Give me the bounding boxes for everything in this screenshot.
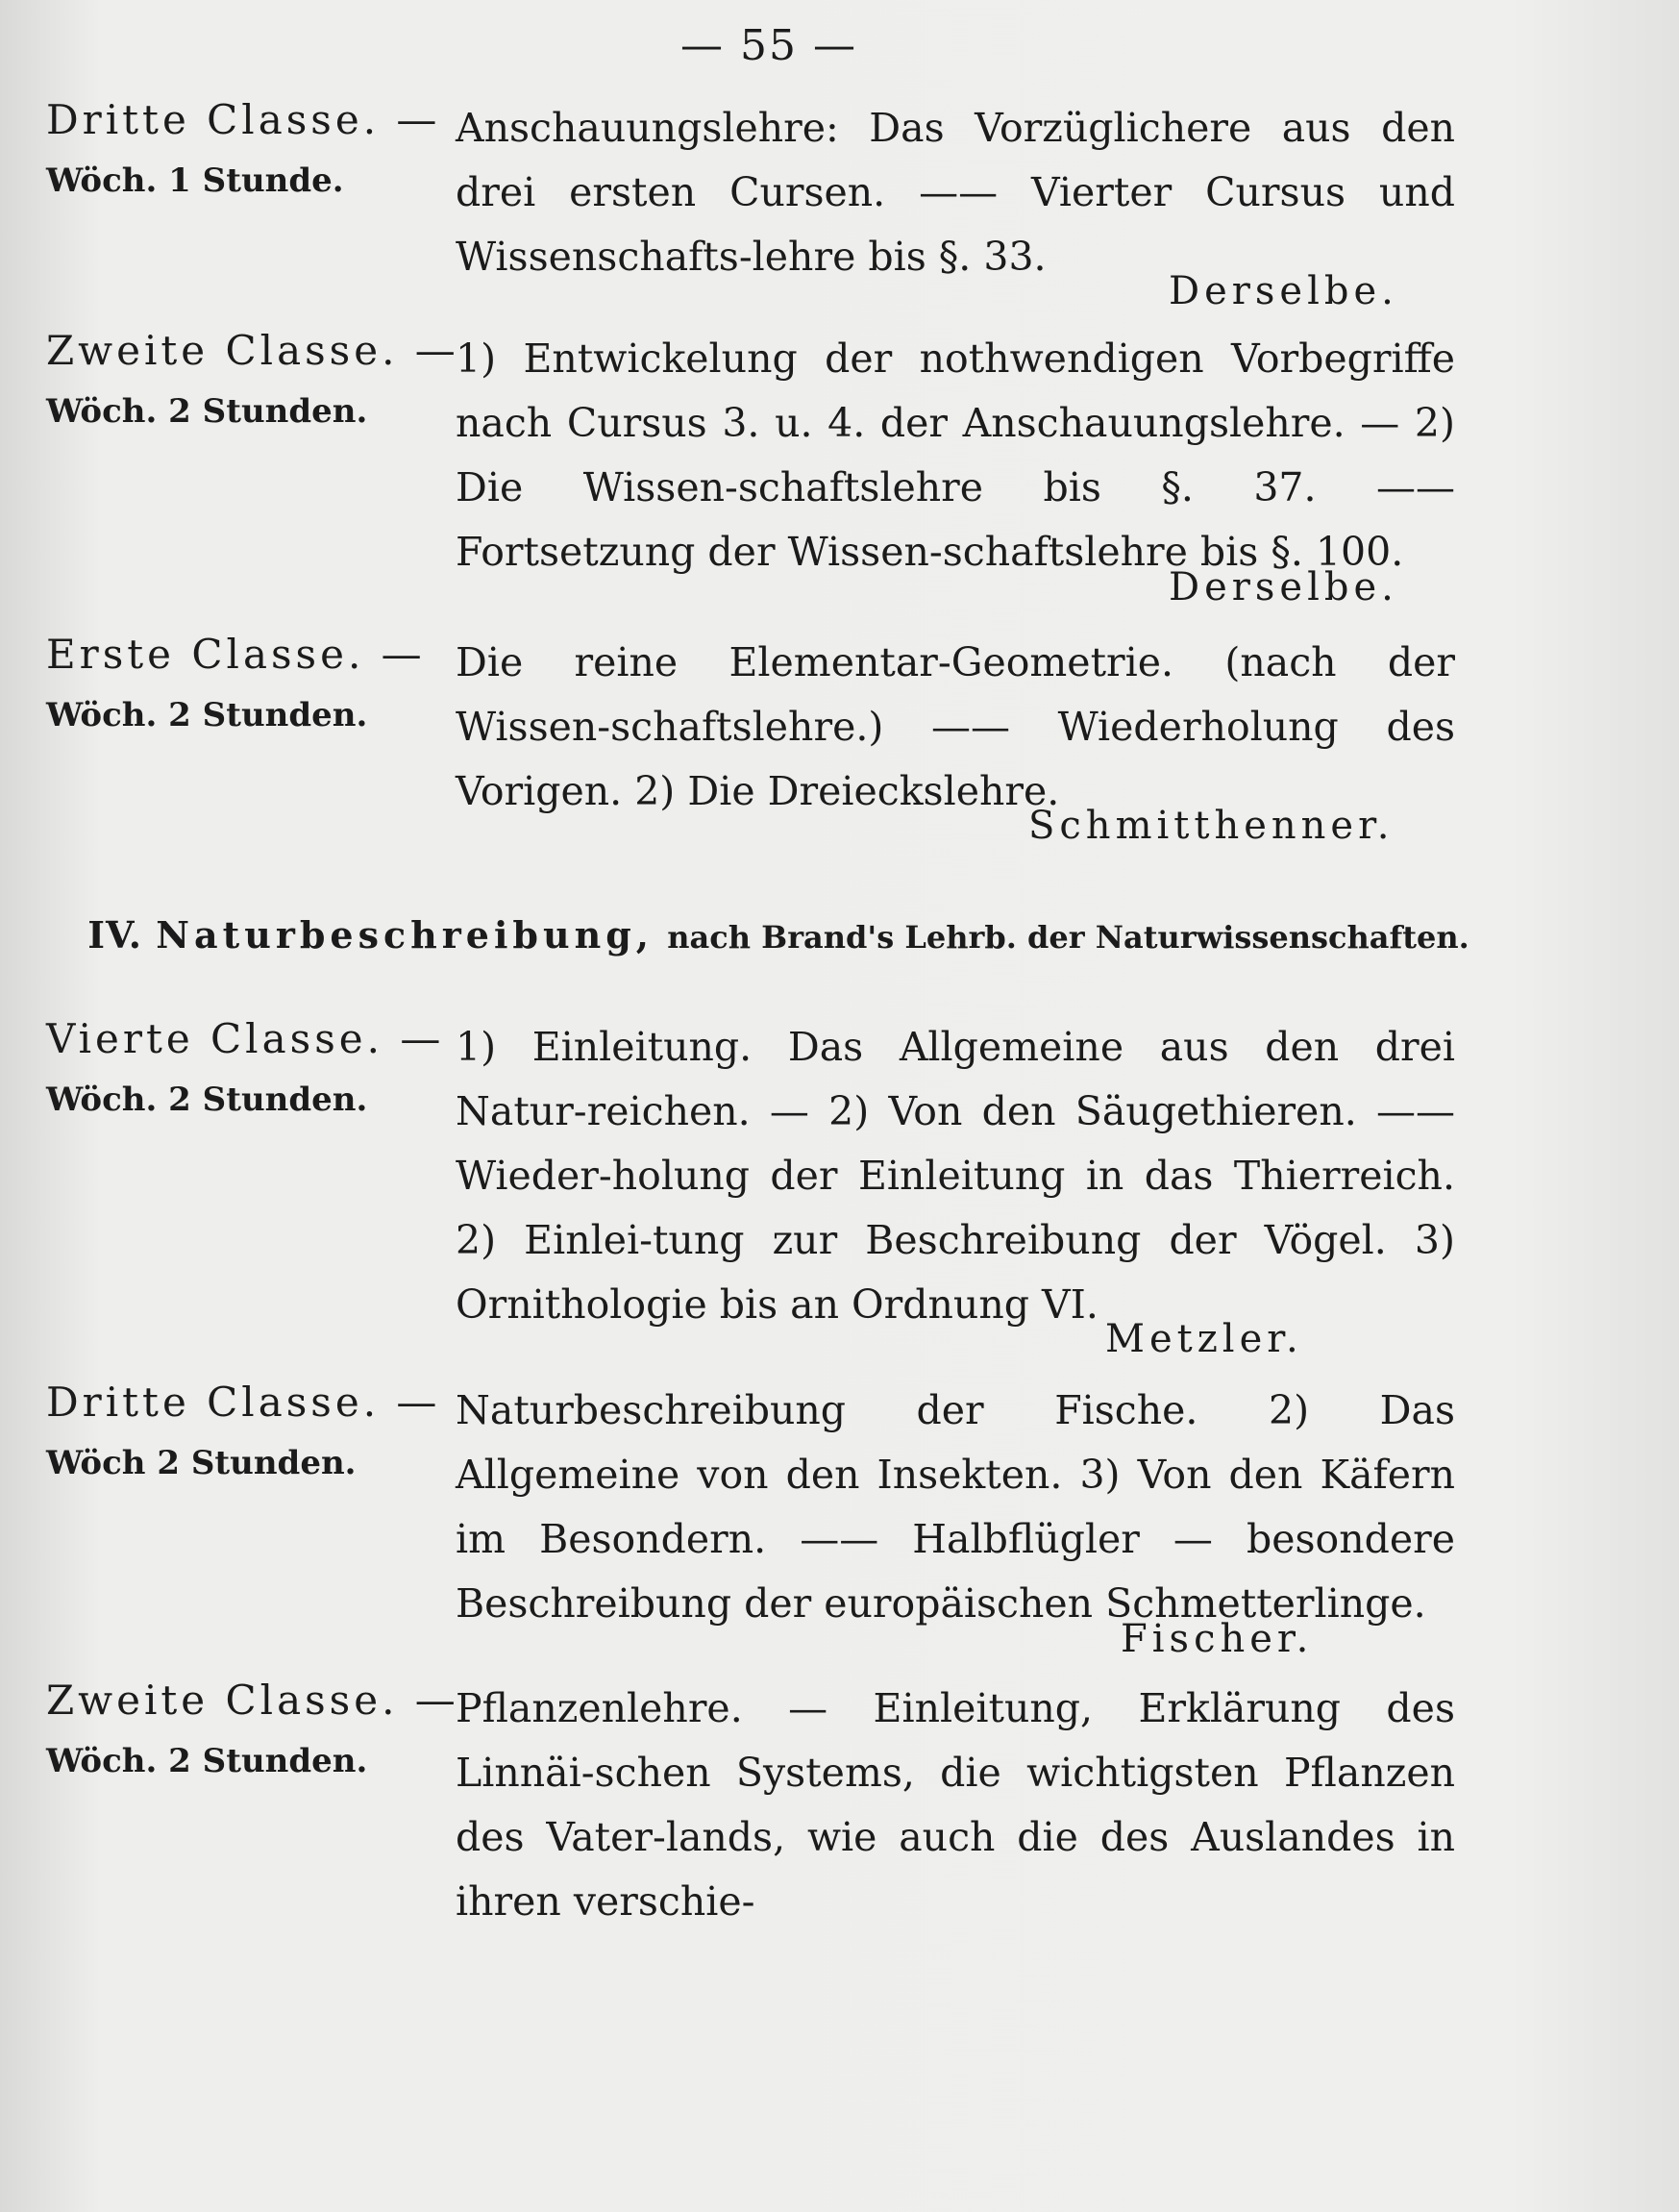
lesson-description: Anschauungslehre: Das Vorzüglichere aus den drei ersten Cursen. —— Vierter Cursus und Wissenschafts-lehre bis §. 33.: [456, 105, 1455, 280]
teacher-name: Derselbe.: [1169, 269, 1398, 313]
lesson-description: Naturbeschreibung der Fische. 2) Das Allgemeine von den Insekten. 3) Von den Käfern im Besondern. —— Halbflügler — besondere Beschreibung der europäischen Schmetterlinge.: [456, 1387, 1455, 1627]
lesson-description: Die reine Elementar-Geometrie. (nach der Wissen-schaftslehre.) —— Wiederholung des Vorigen. 2) Die Dreieckslehre.: [456, 639, 1455, 814]
page-number: — 55 —: [680, 21, 857, 70]
section-heading: [0, 913, 1557, 957]
class-name: Zweite Classe. —: [46, 1677, 459, 1724]
weekly-hours: Wöch. 2 Stunden.: [46, 1081, 368, 1119]
teacher-name: Metzler.: [1105, 1317, 1303, 1361]
weekly-hours: Wöch. 2 Stunden.: [46, 696, 368, 734]
class-name: Dritte Classe. —: [46, 96, 441, 143]
teacher-name: Derselbe.: [1169, 565, 1398, 609]
section-subtitle: nach Brand's Lehrb. der Naturwissenschaften.: [667, 919, 1469, 956]
class-name: Erste Classe. —: [46, 631, 426, 678]
teacher-name: Schmitthenner.: [1028, 804, 1395, 848]
weekly-hours: Wöch. 1 Stunde.: [46, 162, 344, 200]
lesson-description: 1) Einleitung. Das Allgemeine aus den drei Natur-reichen. — 2) Von den Säugethieren. —— Wieder-holung der Einleitung in das Thierreich. 2) Einlei-tung zur Beschreibung der Vögel. 3) Ornithologie bis an Ordnung VI.: [456, 1024, 1455, 1328]
weekly-hours: Wöch. 2 Stunden.: [46, 392, 368, 431]
lesson-description: Pflanzenlehre. — Einleitung, Erklärung des Linnäi-schen Systems, die wichtigsten Pflanzen des Vater-lands, wie auch die des Auslandes in ihren verschie-: [456, 1685, 1455, 1925]
lesson-description: 1) Entwickelung der nothwendigen Vorbegriffe nach Cursus 3. u. 4. der Anschauungslehre. — 2) Die Wissen-schaftslehre bis §. 37. —— Fortsetzung der Wissen-schaftslehre bis §. 100.: [456, 336, 1455, 575]
class-name: Vierte Classe. —: [46, 1015, 445, 1062]
section-title: Naturbeschreibung,: [156, 913, 654, 957]
class-name: Zweite Classe. —: [46, 327, 459, 374]
section-numeral: IV.: [87, 913, 143, 957]
weekly-hours: Wöch. 2 Stunden.: [46, 1742, 368, 1780]
class-name: Dritte Classe. —: [46, 1379, 441, 1426]
weekly-hours: Wöch 2 Stunden.: [46, 1444, 357, 1482]
teacher-name: Fischer.: [1121, 1617, 1314, 1661]
